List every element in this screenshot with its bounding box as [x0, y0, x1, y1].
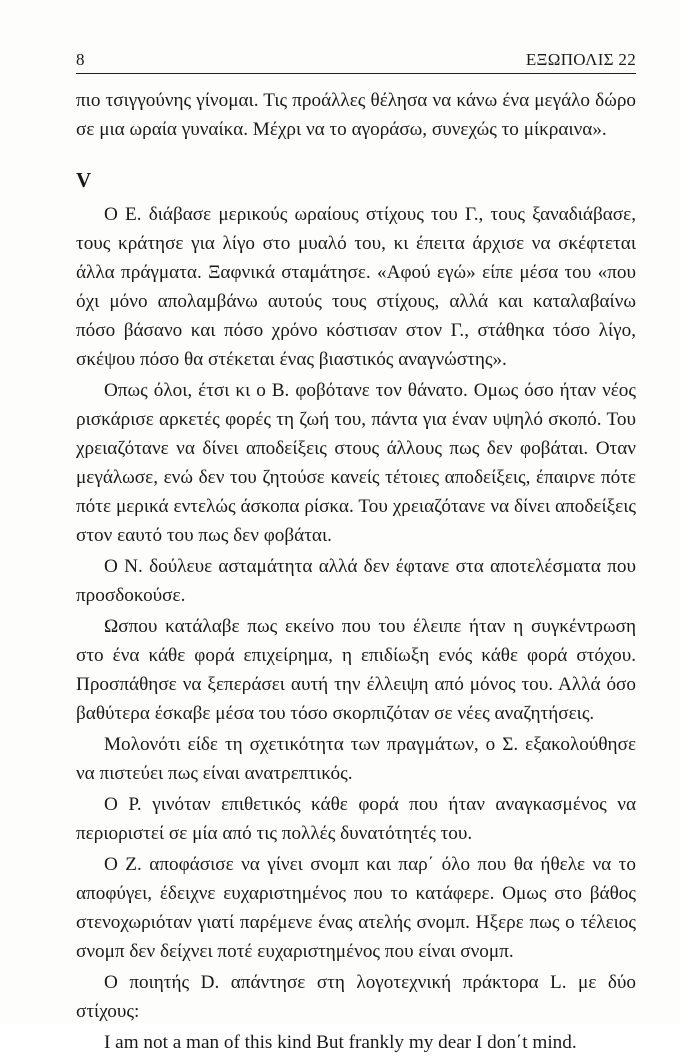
verse-line: I am not a man of this kind But frankly my dear I don΄t mind.	[104, 1032, 577, 1053]
paragraph-7: Ο Ζ. αποφάσισε να γίνει σνομπ και παρ΄ όλο που θα ήθελε να το αποφύγει, έδειχνε ευχαριστημένος που το κατάφερε. Ομως στο βάθος στενοχωριόταν γιατί παρέμενε ένας ατελής σνομπ. Ηξερε πως ο τέλειος σνομπ δεν δείχνει ποτέ ευχαριστημένος που είναι σνομπ.	[76, 854, 636, 962]
paragraph-8: Ο ποιητής D. απάντησε στη λογοτεχνική πράκτορα L. με δύο στίχους:	[76, 972, 636, 1022]
page-number: 8	[76, 50, 85, 69]
paragraph-1: Ο Ε. διάβασε μερικούς ωραίους στίχους του Γ., τους ξαναδιάβασε, τους κράτησε για λίγο στο μυαλό του, κι έπειτα άρχισε να σκέφτεται άλλα πράγματα. Ξαφνικά σταμάτησε. «Αφού εγώ» είπε μέσα του «που όχι μόνο απολαμβάνω αυτούς τους στίχους, αλλά και καταλαβαίνω πόσο βάσανο και πόσο χρόνο κόστισαν στον Γ., στάθηκα τόσο λίγο, σκέψου πόσο θα στέκεται ένας βιαστικός αναγνώστης».	[76, 204, 636, 370]
page-body	[76, 86, 636, 1059]
running-header	[76, 50, 636, 72]
header-rule	[76, 73, 636, 74]
paragraph-6: Ο Ρ. γινόταν επιθετικός κάθε φορά που ήταν αναγκασμένος να περιοριστεί σε μία από τις πολλές δυνατότητές του.	[76, 794, 636, 844]
section-heading: V	[76, 168, 92, 192]
paragraph-3: Ο Ν. δούλευε ασταμάτητα αλλά δεν έφτανε στα αποτελέσματα που προσδοκούσε.	[76, 556, 636, 606]
paragraph-5: Μολονότι είδε τη σχετικότητα των πραγμάτων, ο Σ. εξακολούθησε να πιστεύει πως είναι ανατρεπτικός.	[76, 734, 636, 784]
paragraph-4: Ωσπου κατάλαβε πως εκείνο που του έλειπε ήταν η συγκέντρωση στο ένα κάθε φορά επιχείρημα, η επιδίωξη ενός κάθε φορά στόχου. Προσπάθησε να ξεπεράσει αυτή την έλλειψη από μόνος του. Αλλά όσο βαθύτερα έσκαβε μέσα του τόσο σκορπιζόταν σε νέες αναζητήσεις.	[76, 616, 636, 724]
running-title: ΕΞΩΠΟΛΙΣ 22	[525, 50, 636, 69]
paragraph-2: Οπως όλοι, έτσι κι ο Β. φοβότανε τον θάνατο. Ομως όσο ήταν νέος ρισκάρισε αρκετές φορές τη ζωή του, πάντα για έναν υψηλό σκοπό. Του χρειαζότανε να δίνει αποδείξεις στους άλλους πως δεν φοβάται. Οταν μεγάλωσε, ενώ δεν του ζητούσε κανείς τέτοιες αποδείξεις, έπαιρνε πότε πότε μερικά εντελώς άσκοπα ρίσκα. Του χρειαζότανε να δίνει αποδείξεις στον εαυτό του πως δεν φοβάται.	[76, 380, 636, 546]
opening-paragraph: πιο τσιγγούνης γίνομαι. Τις προάλλες θέλησα να κάνω ένα μεγάλο δώρο σε μια ωραία γυναίκα. Μέχρι να το αγοράσω, συνεχώς το μίκραινα».	[76, 90, 636, 140]
